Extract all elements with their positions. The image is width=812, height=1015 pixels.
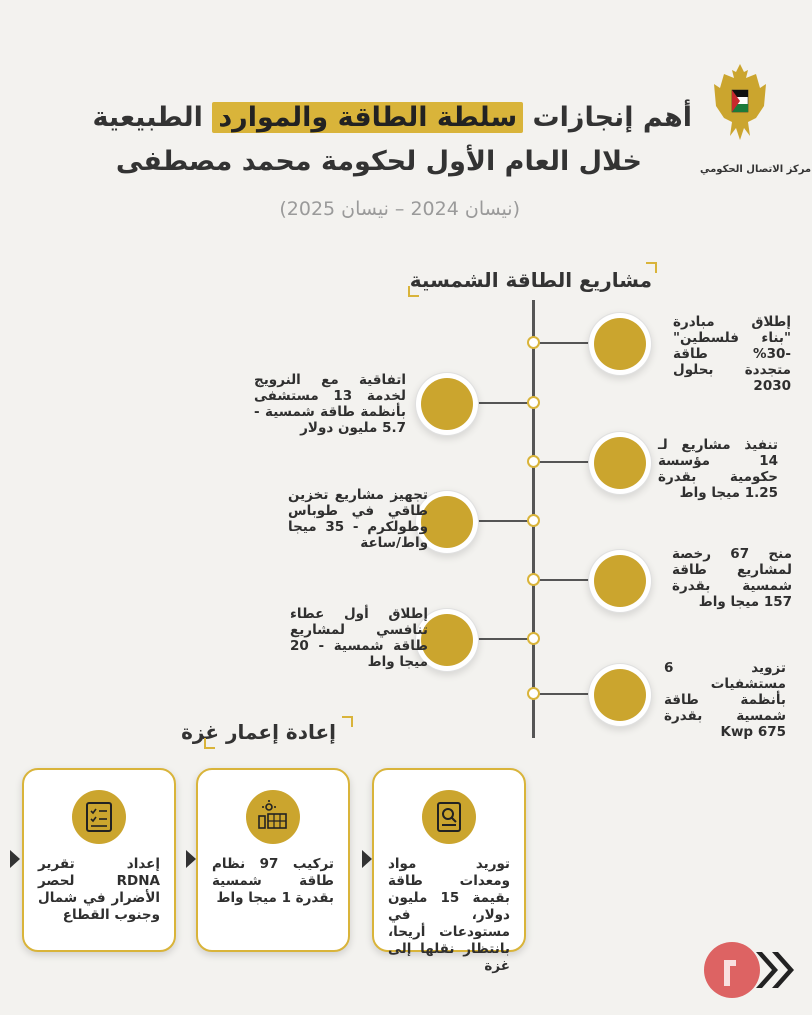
timeline-marker [594, 437, 646, 489]
section-corner-decoration [342, 716, 353, 727]
timeline-marker [594, 555, 646, 607]
title-highlight: سلطة الطاقة والموارد [212, 102, 523, 133]
timeline-marker [594, 669, 646, 721]
card-pointer [10, 850, 20, 868]
date-range: (نيسان 2024 – نيسان 2025) [279, 198, 520, 220]
card-pointer [186, 850, 196, 868]
timeline-marker [594, 318, 646, 370]
watermark-logo [700, 930, 800, 1009]
section-corner-decoration [408, 286, 419, 297]
solar-item: تنفيذ مشاريع لـ 14 مؤسسة حكومية بقدرة 1.25 ميجا واط [658, 437, 778, 501]
gaza-card [22, 768, 176, 952]
gaza-card-text: توريد مواد ومعدات طاقة بقيمة 15 مليون دولار، في مستودعات أريحا، بانتظار نقلها إلى غزة [388, 856, 510, 974]
solar-item: تجهيز مشاريع تخزين طاقي في طوباس وطولكرم - 35 ميجا واط/ساعة [288, 487, 428, 551]
solar-item: إطلاق مبادرة "بناء فلسطين" -30% طاقة متجددة بحلول 2030 [673, 314, 791, 394]
timeline-marker [421, 614, 473, 666]
timeline-node [527, 336, 540, 349]
timeline-marker [421, 378, 473, 430]
gaza-card [196, 768, 350, 952]
solar-panel-icon [246, 790, 300, 844]
solar-item: إطلاق أول عطاء تنافسي لمشاريع طاقة شمسية - 20 ميجا واط [290, 606, 428, 670]
timeline-node [527, 514, 540, 527]
gaza-card-text: تركيب 97 نظام طاقة شمسية بقدرة 1 ميجا واط [212, 856, 334, 906]
timeline-node [527, 396, 540, 409]
card-pointer [362, 850, 372, 868]
timeline-node [527, 687, 540, 700]
page-title: أهم إنجازات سلطة الطاقة والموارد الطبيعية [92, 102, 692, 133]
solar-item: تزويد 6 مستشفيات بأنظمة طاقة شمسية بقدرة 675 Kwp [664, 660, 786, 740]
solar-item: اتفاقية مع النرويج لخدمة 13 مستشفى بأنظمة طاقة شمسية - 5.7 مليون دولار [254, 372, 406, 436]
timeline-marker [421, 496, 473, 548]
timeline-node [527, 455, 540, 468]
timeline-node [527, 632, 540, 645]
solar-item: منح 67 رخصة لمشاريع طاقة شمسية بقدرة 157 ميجا واط [672, 546, 792, 610]
gaza-card-text: إعداد تقرير RDNA لحصر الأضرار في شمال وجنوب القطاع [38, 856, 160, 923]
document-search-icon [422, 790, 476, 844]
checklist-icon [72, 790, 126, 844]
gaza-section-title: إعادة إعمار غزة [181, 720, 336, 744]
government-logo [700, 58, 812, 175]
solar-section-title: مشاريع الطاقة الشمسية [409, 268, 652, 292]
section-corner-decoration [204, 738, 215, 749]
logo-caption: مركز الاتصال الحكومي [700, 164, 812, 175]
page-subtitle: خلال العام الأول لحكومة محمد مصطفى [115, 146, 642, 177]
eagle-emblem-icon [710, 58, 770, 158]
timeline-node [527, 573, 540, 586]
gaza-card [372, 768, 526, 974]
